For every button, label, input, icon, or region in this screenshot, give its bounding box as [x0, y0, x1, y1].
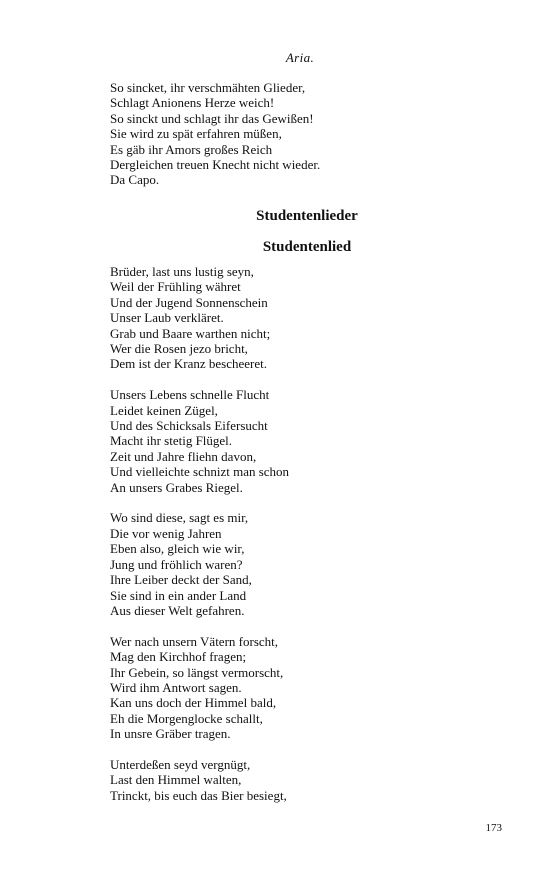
aria-line: So sincket, ihr verschmähten Glieder, [110, 80, 306, 95]
verse-line: Ihre Leiber deckt der Sand, [110, 572, 252, 588]
aria-line: So sinckt und schlagt ihr das Gewißen! [110, 110, 314, 126]
verse-line: Aus dieser Welt gefahren. [110, 602, 245, 618]
verse-line: Unsers Lebens schnelle Flucht [110, 387, 270, 403]
verse-line: Und vielleichte schnizt man schon [110, 464, 290, 480]
verse-line: Weil der Frühling währet [110, 279, 241, 295]
verse-line: In unsre Gräber tragen. [110, 726, 231, 742]
verse-line: Und des Schicksals Eifersucht [110, 418, 268, 434]
verse-line: Last den Himmel walten, [110, 772, 242, 788]
aria-line: Sie wird zu spät erfahren müßen, [110, 126, 282, 142]
verse-line: Trinckt, bis euch das Bier besiegt, [110, 787, 287, 803]
aria-line: Es gäb ihr Amors großes Reich [110, 141, 273, 157]
page-number: 173 [485, 822, 502, 834]
stanza [110, 387, 470, 495]
stanza [110, 757, 470, 803]
verse-line: Leidet keinen Zügel, [110, 402, 218, 418]
verse-line: Wer die Rosen jezo bricht, [110, 341, 248, 357]
stanza-gap [110, 495, 470, 510]
verse-line: Grab und Baare warthen nicht; [110, 325, 271, 341]
verse-line: Sie sind in ein ander Land [110, 587, 247, 603]
verse-line: Eben also, gleich wie wir, [110, 541, 245, 557]
stanza-gap [110, 372, 470, 387]
aria-line: Schlagt Anionens Herze weich! [110, 95, 275, 111]
verse-line: Jung und fröhlich waren? [110, 556, 243, 572]
verse-line: Brüder, last uns lustig seyn, [110, 264, 254, 279]
stanza-gap [110, 742, 470, 757]
verse-line: Unser Laub verkläret. [110, 310, 224, 326]
verse-line: Macht ihr stetig Flügel. [110, 433, 233, 449]
verse-line: Unterdeßen seyd vergnügt, [110, 756, 251, 772]
verse-line: Kan uns doch der Himmel bald, [110, 695, 277, 711]
verse-line: Wo sind diese, sagt es mir, [110, 510, 249, 526]
song-text [110, 264, 470, 803]
stanza [110, 264, 470, 372]
verse-line: Eh die Morgenglocke schallt, [110, 710, 263, 726]
verse-line: Mag den Kirchhof fragen; [110, 649, 247, 665]
stanza [110, 634, 470, 742]
verse-line: Wer nach unsern Vätern forscht, [110, 633, 279, 649]
aria-line: Dergleichen treuen Knecht nicht wieder. [110, 157, 321, 173]
stanza-gap [110, 618, 470, 633]
verse-line: Die vor wenig Jahren [110, 525, 222, 541]
verse-line: Ihr Gebein, so längst vermorscht, [110, 664, 284, 680]
verse-line: Und der Jugend Sonnenschein [110, 294, 268, 310]
verse-line: Wird ihm Antwort sagen. [110, 679, 242, 695]
verse-line: An unsers Grabes Riegel. [110, 479, 243, 495]
verse-line: Dem ist der Kranz bescheeret. [110, 356, 268, 372]
stanza [110, 510, 470, 618]
song-title: Studentenlied [262, 239, 352, 255]
aria-text [110, 80, 470, 188]
verse-line: Zeit und Jahre fliehn davon, [110, 448, 257, 464]
aria-da-capo: Da Capo. [110, 172, 160, 188]
section-title: Studentenlieder [256, 208, 358, 224]
aria-heading: Aria. [285, 50, 315, 65]
